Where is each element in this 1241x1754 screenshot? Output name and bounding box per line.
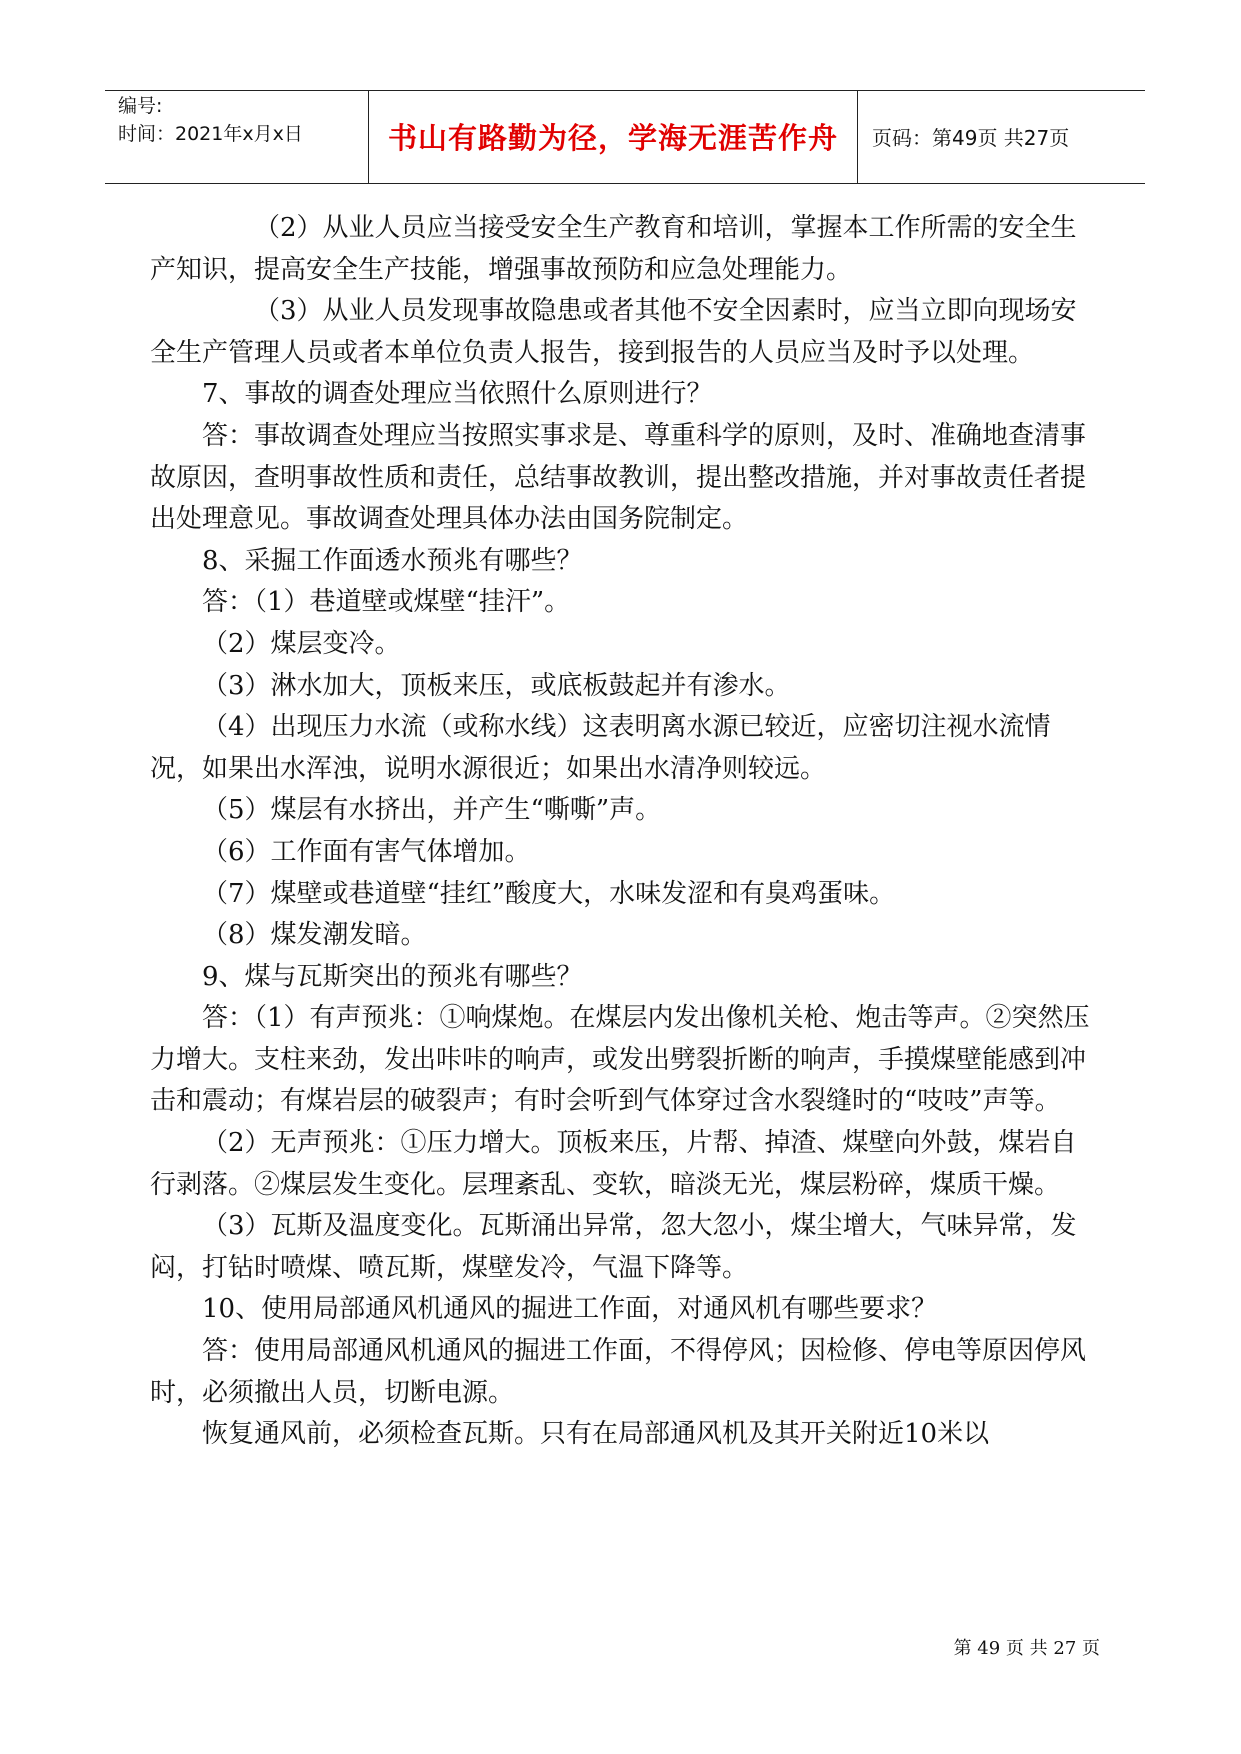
header-time-label: 时间：2021年x月x日	[118, 123, 303, 145]
header-meta	[118, 92, 303, 148]
paragraph: （3）淋水加大，顶板来压，或底板鼓起并有渗水。	[202, 670, 791, 701]
paragraph: （8）煤发潮发暗。	[202, 920, 427, 951]
paragraph: 7、事故的调查处理应当依照什么原则进行？	[202, 379, 713, 410]
paragraph: （7）煤壁或巷道壁“挂红”酸度大，水味发涩和有臭鸡蛋味。	[202, 878, 896, 909]
header-motto: 书山有路勤为径，学海无涯苦作舟	[387, 121, 838, 155]
header-number-label: 编号:	[118, 95, 163, 117]
header-divider-left	[368, 90, 369, 183]
paragraph: （2）从业人员应当接受安全生产教育和培训，掌握本工作所需的安全生产知识，提高安全生产技能，增强事故预防和应急处理能力。	[150, 213, 1077, 285]
header-bottom-rule	[105, 183, 1145, 184]
paragraph: （2）煤层变冷。	[202, 628, 401, 659]
paragraph: 恢复通风前，必须检查瓦斯。只有在局部通风机及其开关附近10米以	[202, 1419, 990, 1450]
paragraph: 8、采掘工作面透水预兆有哪些？	[202, 545, 583, 576]
paragraph: （6）工作面有害气体增加。	[202, 836, 531, 867]
paragraph: 答：（1）巷道壁或煤壁“挂汗”。	[202, 587, 571, 618]
document-body	[150, 208, 1100, 1456]
paragraph: （3）从业人员发现事故隐患或者其他不安全因素时，应当立即向现场安全生产管理人员或者本单位负责人报告，接到报告的人员应当及时予以处理。	[150, 296, 1077, 368]
header-divider-right	[857, 90, 858, 183]
paragraph: （5）煤层有水挤出，并产生“嘶嘶”声。	[202, 795, 662, 826]
paragraph: （3）瓦斯及温度变化。瓦斯涌出异常，忽大忽小，煤尘增大，气味异常，发闷，打钻时喷煤、喷瓦斯，煤壁发冷，气温下降等。	[150, 1211, 1077, 1283]
paragraph: 10、使用局部通风机通风的掘进工作面，对通风机有哪些要求？	[202, 1294, 938, 1325]
paragraph: （4）出现压力水流（或称水线）这表明离水源已较近，应密切注视水流情况，如果出水浑浊，说明水源很近；如果出水清净则较远。	[150, 712, 1051, 784]
paragraph: （2）无声预兆：①压力增大。顶板来压，片帮、掉渣、煤壁向外鼓，煤岩自行剥落。②煤层发生变化。层理紊乱、变软，暗淡无光，煤层粉碎，煤质干燥。	[150, 1128, 1077, 1200]
paragraph: 答：（1）有声预兆：①响煤炮。在煤层内发出像机关枪、炮击等声。②突然压力增大。支柱来劲，发出咔咔的响声，或发出劈裂折断的响声，手摸煤壁能感到冲击和震动；有煤岩层的破裂声；有时会听到气体穿过含水裂缝时的“吱吱”声等。	[150, 1003, 1090, 1117]
footer-page-number: 第 49 页 共 27 页	[953, 1638, 1100, 1659]
paragraph: 答：事故调查处理应当按照实事求是、尊重科学的原则，及时、准确地查清事故原因，查明事故性质和责任，总结事故教训，提出整改措施，并对事故责任者提出处理意见。事故调查处理具体办法由国务院制定。	[150, 420, 1087, 535]
header-page-label: 页码：第49页 共27页	[872, 126, 1070, 150]
paragraph: 答：使用局部通风机通风的掘进工作面，不得停风；因检修、停电等原因停风时，必须撤出人员，切断电源。	[150, 1336, 1087, 1408]
header-top-rule	[105, 90, 1145, 91]
paragraph: 9、煤与瓦斯突出的预兆有哪些？	[202, 961, 583, 992]
